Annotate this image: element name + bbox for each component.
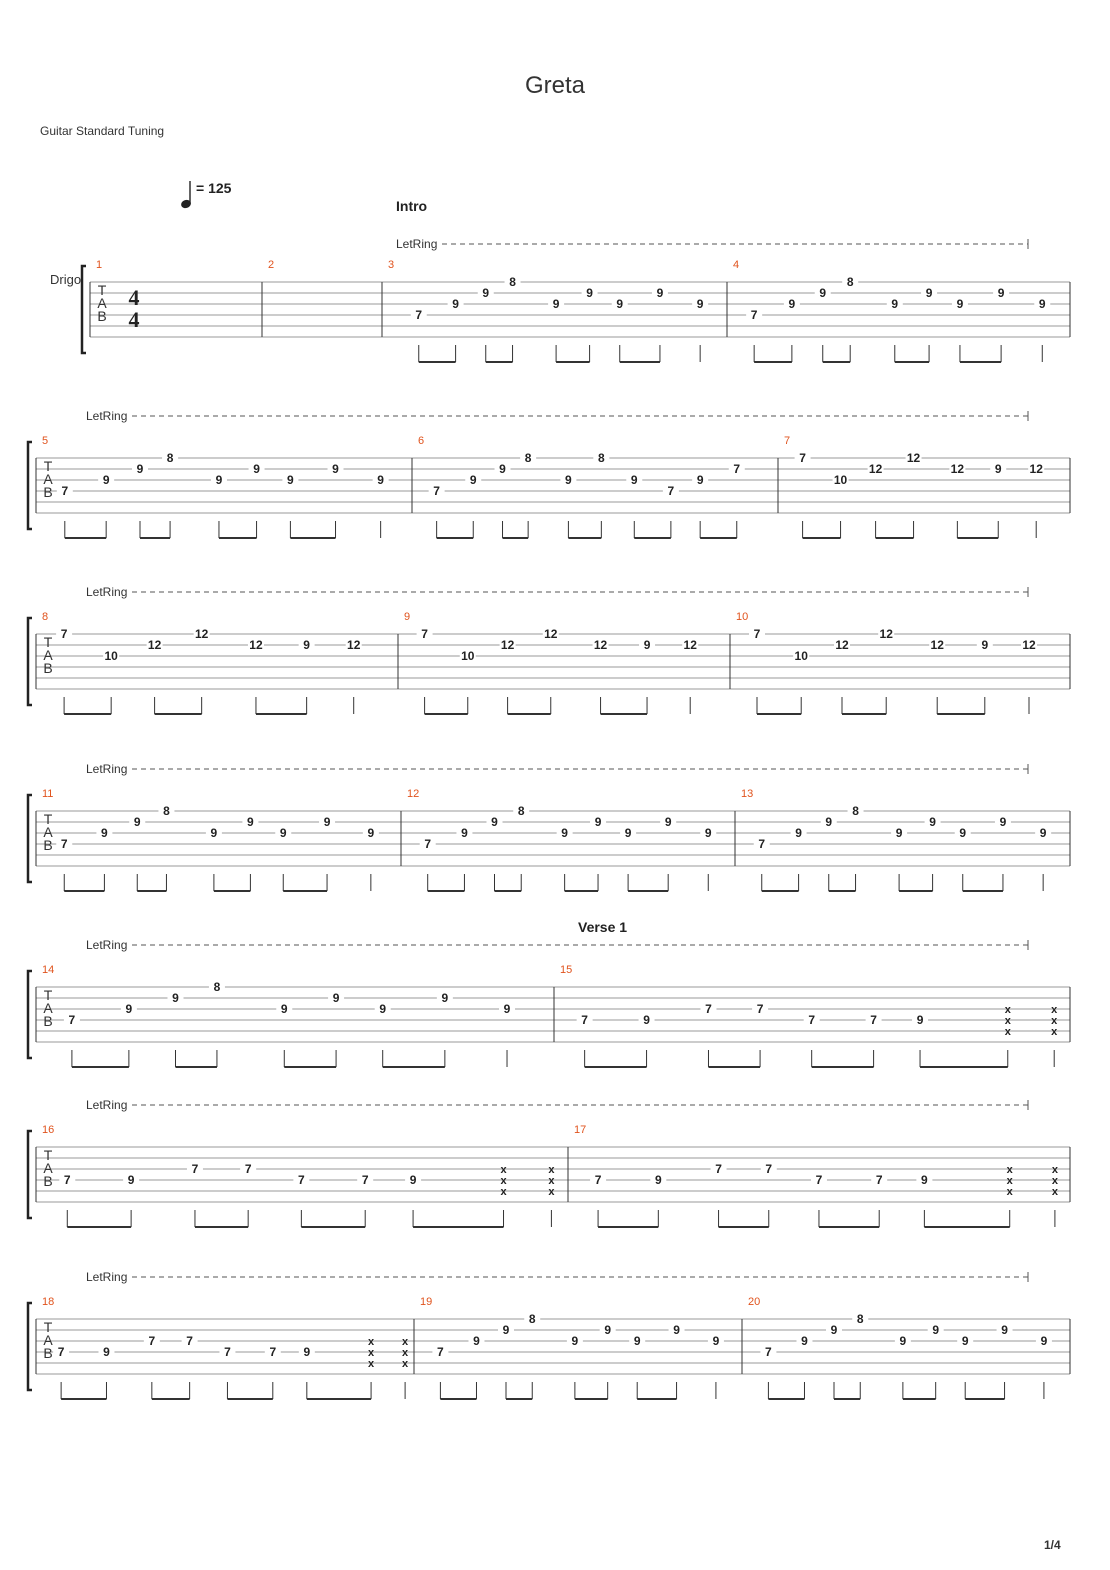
fret-number: 7 <box>753 627 761 641</box>
fret-number: 7 <box>421 627 428 641</box>
fret-number: 7 <box>63 1173 71 1187</box>
fret-number: 9 <box>303 638 310 652</box>
fret-number: 9 <box>921 1173 928 1187</box>
fret-number: 9 <box>409 1173 417 1187</box>
measure-number: 19 <box>420 1296 433 1308</box>
measure-number: 3 <box>388 259 395 271</box>
fret-number: 9 <box>1040 1334 1048 1348</box>
fret-number: 7 <box>765 1345 772 1359</box>
dead-note: x <box>1051 1026 1058 1038</box>
measure-number: 9 <box>404 611 411 623</box>
fret-number: 9 <box>103 1345 110 1359</box>
dead-note: x <box>402 1358 409 1370</box>
dead-note: x <box>500 1164 507 1176</box>
fret-number: 9 <box>925 286 933 300</box>
dead-note: x <box>1051 1186 1058 1198</box>
fret-number: 9 <box>704 826 712 840</box>
fret-number: 9 <box>959 826 967 840</box>
fret-number: 7 <box>875 1173 883 1187</box>
fret-number: 12 <box>347 638 361 652</box>
fret-number: 9 <box>280 1002 288 1016</box>
fret-number: 9 <box>561 826 568 840</box>
fret-number: 9 <box>473 1334 480 1348</box>
fret-number: 7 <box>758 837 766 851</box>
measure-number: 4 <box>733 259 740 271</box>
fret-number: 7 <box>750 308 758 322</box>
fret-number: 9 <box>932 1323 940 1337</box>
fret-number: 9 <box>367 826 375 840</box>
fret-number: 12 <box>500 638 515 652</box>
fret-number: 8 <box>852 804 859 818</box>
fret-number: 9 <box>586 286 593 300</box>
fret-number: 9 <box>664 815 672 829</box>
fret-number: 8 <box>509 275 516 289</box>
fret-number: 10 <box>794 649 808 663</box>
dead-note: x <box>1004 1026 1011 1038</box>
system-bracket <box>28 1303 32 1390</box>
fret-number: 9 <box>633 1334 641 1348</box>
fret-number: 7 <box>756 1002 764 1016</box>
dead-note: x <box>1051 1004 1058 1016</box>
fret-number: 9 <box>215 473 223 487</box>
time-sig-top: 4 <box>128 285 140 310</box>
let-ring-label: LetRing <box>86 938 128 952</box>
fret-number: 12 <box>1022 638 1036 652</box>
let-ring-label: LetRing <box>86 409 128 423</box>
tab-clef-letter: T <box>43 1147 53 1163</box>
dead-note: x <box>548 1175 555 1187</box>
fret-number: 9 <box>102 473 110 487</box>
fret-number: 7 <box>60 837 68 851</box>
tab-clef-letter: B <box>43 484 53 500</box>
measure-number: 18 <box>42 1296 55 1308</box>
measure-number: 1 <box>96 259 103 271</box>
fret-number: 7 <box>799 451 806 465</box>
fret-number: 9 <box>916 1013 924 1027</box>
tab-clef-letter: B <box>43 1013 53 1029</box>
tab-clef-letter: B <box>43 1173 53 1189</box>
fret-number: 7 <box>581 1013 588 1027</box>
fret-number: 9 <box>929 815 936 829</box>
fret-number: 12 <box>835 638 849 652</box>
fret-number: 12 <box>544 627 558 641</box>
fret-number: 7 <box>415 308 423 322</box>
fret-number: 9 <box>503 1002 511 1016</box>
fret-number: 9 <box>287 473 294 487</box>
fret-number: 9 <box>654 1173 662 1187</box>
fret-number: 9 <box>616 297 624 311</box>
fret-number: 12 <box>906 451 921 465</box>
fret-number: 9 <box>999 815 1007 829</box>
fret-number: 9 <box>795 826 802 840</box>
fret-number: 9 <box>279 826 287 840</box>
dead-note: x <box>368 1336 375 1348</box>
fret-number: 9 <box>1001 1323 1008 1337</box>
tempo-marking: = 125 <box>196 180 232 196</box>
fret-number: 8 <box>524 451 532 465</box>
system-bracket <box>28 971 32 1058</box>
fret-number: 8 <box>213 980 221 994</box>
measure-number: 12 <box>407 788 420 800</box>
measure-number: 6 <box>418 435 425 447</box>
tab-clef-letter: B <box>43 1345 53 1361</box>
measure-number: 16 <box>42 1124 55 1136</box>
fret-number: 9 <box>895 826 903 840</box>
tab-clef-letter: A <box>43 1332 53 1348</box>
fret-number: 12 <box>950 462 965 476</box>
fret-number: 9 <box>125 1002 133 1016</box>
fret-number: 7 <box>361 1173 369 1187</box>
fret-number: 7 <box>667 484 675 498</box>
tab-clef-letter: A <box>43 1160 53 1176</box>
fret-number: 9 <box>594 815 602 829</box>
fret-number: 8 <box>517 804 525 818</box>
fret-number: 12 <box>930 638 944 652</box>
fret-number: 9 <box>1039 826 1047 840</box>
fret-number: 7 <box>437 1345 444 1359</box>
fret-number: 9 <box>469 473 477 487</box>
tab-clef-letter: B <box>43 660 53 676</box>
fret-number: 9 <box>825 815 833 829</box>
fret-number: 12 <box>868 462 883 476</box>
fret-number: 9 <box>788 297 796 311</box>
fret-number: 8 <box>846 275 854 289</box>
fret-number: 8 <box>163 804 170 818</box>
fret-number: 7 <box>808 1013 816 1027</box>
fret-number: 9 <box>696 473 704 487</box>
fret-number: 12 <box>249 638 263 652</box>
fret-number: 12 <box>1029 462 1043 476</box>
fret-number: 9 <box>656 286 664 300</box>
fret-number: 9 <box>210 826 218 840</box>
measure-number: 2 <box>268 259 275 271</box>
fret-number: 8 <box>166 451 174 465</box>
fret-number: 9 <box>624 826 632 840</box>
tab-clef-letter: B <box>43 837 53 853</box>
fret-number: 7 <box>244 1162 252 1176</box>
tab-clef-letter: T <box>43 634 53 650</box>
system-bracket <box>28 618 32 705</box>
dead-note: x <box>1051 1015 1058 1027</box>
measure-number: 5 <box>42 435 49 447</box>
measure-number: 14 <box>42 964 55 976</box>
fret-number: 7 <box>186 1334 193 1348</box>
time-sig-bottom: 4 <box>128 307 140 332</box>
system-bracket <box>28 795 32 882</box>
fret-number: 7 <box>57 1345 65 1359</box>
let-ring-label: LetRing <box>86 1270 128 1284</box>
fret-number: 9 <box>956 297 964 311</box>
fret-number: 8 <box>856 1312 864 1326</box>
fret-number: 7 <box>61 484 69 498</box>
measure-number: 20 <box>748 1296 761 1308</box>
dead-note: x <box>402 1347 409 1359</box>
dead-note: x <box>368 1347 375 1359</box>
fret-number: 7 <box>870 1013 877 1027</box>
dead-note: x <box>1006 1164 1013 1176</box>
measure-number: 11 <box>42 788 54 800</box>
fret-number: 9 <box>673 1323 680 1337</box>
fret-number: 9 <box>643 1013 650 1027</box>
fret-number: 9 <box>303 1345 311 1359</box>
fret-number: 9 <box>801 1334 808 1348</box>
dead-note: x <box>1006 1175 1013 1187</box>
fret-number: 7 <box>715 1162 722 1176</box>
fret-number: 7 <box>224 1345 231 1359</box>
system-bracket <box>82 266 86 353</box>
fret-number: 9 <box>136 462 144 476</box>
fret-number: 7 <box>765 1162 773 1176</box>
fret-number: 12 <box>194 627 209 641</box>
fret-number: 9 <box>499 462 506 476</box>
fret-number: 7 <box>68 1013 76 1027</box>
section-intro: Intro <box>396 198 428 214</box>
fret-number: 8 <box>528 1312 536 1326</box>
fret-number: 7 <box>424 837 432 851</box>
measure-number: 15 <box>560 964 573 976</box>
fret-number: 9 <box>247 815 254 829</box>
fret-number: 7 <box>733 462 741 476</box>
fret-number: 9 <box>253 462 260 476</box>
fret-number: 9 <box>452 297 459 311</box>
measure-number: 10 <box>736 611 749 623</box>
page-number: 1/4 <box>1044 1538 1061 1552</box>
fret-number: 9 <box>712 1334 720 1348</box>
dead-note: x <box>368 1358 375 1370</box>
let-ring-label: LetRing <box>86 762 128 776</box>
fret-number: 7 <box>433 484 440 498</box>
tab-clef-letter: A <box>43 471 53 487</box>
fret-number: 9 <box>101 826 108 840</box>
fret-number: 9 <box>696 297 704 311</box>
fret-number: 12 <box>879 627 893 641</box>
fret-number: 9 <box>1038 297 1046 311</box>
fret-number: 8 <box>597 451 605 465</box>
fret-number: 9 <box>981 638 989 652</box>
fret-number: 7 <box>191 1162 199 1176</box>
tab-clef-letter: T <box>43 1319 53 1335</box>
tab-clef-letter: T <box>97 282 107 298</box>
let-ring-label: LetRing <box>86 1098 128 1112</box>
track-name: Drigo <box>50 272 82 287</box>
measure-number: 8 <box>42 611 49 623</box>
dead-note: x <box>500 1186 507 1198</box>
tab-clef-letter: T <box>43 811 53 827</box>
fret-number: 9 <box>482 286 490 300</box>
fret-number: 9 <box>994 462 1002 476</box>
fret-number: 9 <box>604 1323 612 1337</box>
tab-clef-letter: A <box>43 647 53 663</box>
fret-number: 9 <box>571 1334 579 1348</box>
tab-clef-letter: T <box>43 987 53 1003</box>
fret-number: 9 <box>172 991 179 1005</box>
section-verse1: Verse 1 <box>578 919 628 935</box>
dead-note: x <box>500 1175 507 1187</box>
fret-number: 9 <box>441 991 449 1005</box>
fret-number: 9 <box>323 815 331 829</box>
fret-number: 7 <box>594 1173 602 1187</box>
fret-number: 10 <box>461 649 475 663</box>
dead-note: x <box>548 1164 555 1176</box>
fret-number: 9 <box>552 297 560 311</box>
fret-number: 7 <box>705 1002 712 1016</box>
measure-number: 13 <box>741 788 754 800</box>
fret-number: 7 <box>60 627 68 641</box>
measure-number: 7 <box>784 435 791 447</box>
fret-number: 9 <box>997 286 1005 300</box>
dead-note: x <box>1004 1004 1011 1016</box>
fret-number: 9 <box>961 1334 969 1348</box>
fret-number: 9 <box>332 991 340 1005</box>
fret-number: 7 <box>148 1334 156 1348</box>
fret-number: 7 <box>815 1173 823 1187</box>
let-ring-label: LetRing <box>86 585 128 599</box>
fret-number: 9 <box>127 1173 135 1187</box>
fret-number: 9 <box>830 1323 838 1337</box>
fret-number: 9 <box>133 815 141 829</box>
fret-number: 9 <box>565 473 572 487</box>
score-title: Greta <box>524 72 586 99</box>
tab-clef-letter: B <box>97 308 107 324</box>
dead-note: x <box>548 1186 555 1198</box>
tab-clef-letter: T <box>43 458 53 474</box>
fret-number: 10 <box>104 649 118 663</box>
fret-number: 10 <box>833 473 848 487</box>
tab-clef-letter: A <box>97 295 107 311</box>
fret-number: 12 <box>683 638 697 652</box>
measure-number: 17 <box>574 1124 587 1136</box>
fret-number: 12 <box>147 638 162 652</box>
dead-note: x <box>402 1336 409 1348</box>
system-bracket <box>28 442 32 529</box>
tuning-label: Guitar Standard Tuning <box>40 124 165 138</box>
fret-number: 9 <box>491 815 498 829</box>
dead-note: x <box>1006 1186 1013 1198</box>
dead-note: x <box>1004 1015 1011 1027</box>
fret-number: 9 <box>332 462 339 476</box>
fret-number: 7 <box>298 1173 305 1187</box>
fret-number: 9 <box>377 473 384 487</box>
let-ring-label: LetRing <box>396 237 438 251</box>
fret-number: 7 <box>269 1345 277 1359</box>
fret-number: 9 <box>643 638 651 652</box>
dead-note: x <box>1051 1175 1058 1187</box>
fret-number: 9 <box>819 286 827 300</box>
tab-clef-letter: A <box>43 824 53 840</box>
fret-number: 9 <box>899 1334 907 1348</box>
fret-number: 9 <box>630 473 638 487</box>
fret-number: 12 <box>593 638 608 652</box>
fret-number: 9 <box>379 1002 387 1016</box>
fret-number: 9 <box>461 826 468 840</box>
fret-number: 9 <box>502 1323 510 1337</box>
tab-clef-letter: A <box>43 1000 53 1016</box>
dead-note: x <box>1051 1164 1058 1176</box>
system-bracket <box>28 1131 32 1218</box>
fret-number: 9 <box>891 297 899 311</box>
